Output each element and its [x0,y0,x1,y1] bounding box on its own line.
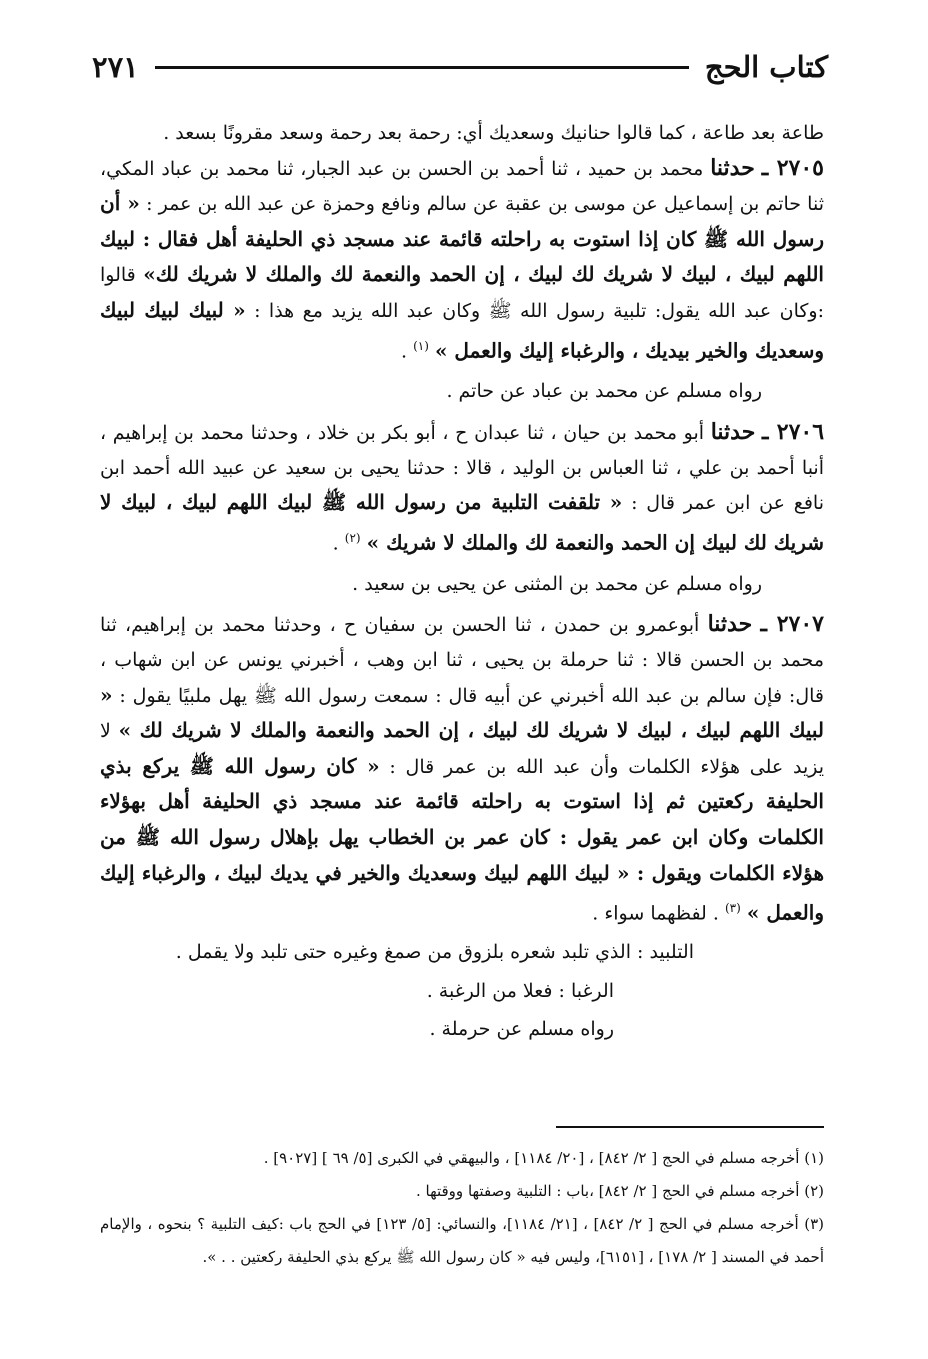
haddathana-label: حدثنا [710,154,755,181]
gloss-raghba: الرغبا : فعلا من الرغبة . [426,979,614,1002]
footnote-separator [556,1126,824,1128]
isnad-text: أبو محمد بن حيان ، ثنا عبدان ح ، أبو بكر بن خلاد ، وحدثنا محمد بن إبراهيم ، أنبا أحمد بن علي ، ثنا العباس بن الوليد ، قالا : حدثنا يحيى بن سعيد عن عبيد الله أحمد ابن نافع عن ابن عمر قال : [100,422,824,515]
book-title: كتاب الحج [704,50,828,84]
matn-text: « كان رسول الله ﷺ يركع بذي الحليفة ركعتين ثم إذا استوت به راحلته قائمة عند مسجد ذي الحليفة أهل بهؤلاء الكلمات وكان ابن عمر يقول : كان عمر بن الخطاب يهل بإهلال رسول الله ﷺ من هؤلاء الكلمات ويقول : « لبيك اللهم لبيك وسعديك والخير في يديك لبيك ، والرغباء إليك والعمل » [100,753,825,925]
haddathana-label: حدثنا [707,611,753,638]
matn-text: « أن رسول الله ﷺ كان إذا استوت به راحلته قائمة عند مسجد ذي الحليفة أهل فقال : لبيك اللهم لبيك ، لبيك لا شريك لك لبيك ، إن الحمد والنعمة لك والملك لا شريك لك» [100,191,824,287]
riwaya-line: رواه مسلم عن محمد بن عباد عن حاتم . [446,380,762,403]
hadith-number: ٢٧٠٧ ـ [760,611,824,638]
isnad-text: قالوا :وكان عبد الله يقول: تلبية رسول الله ﷺ وكان عبد الله يزيد مع هذا : [100,264,824,322]
hadith-number: ٢٧٠٥ ـ [761,154,824,181]
sentence-end: . [400,339,408,362]
hadith-number: ٢٧٠٦ ـ [762,419,825,446]
matn-text: « لبيك لبيك لبيك وسعديك والخير بيديك ، والرغباء إليك والعمل » [100,297,824,362]
riwaya-line: رواه مسلم عن محمد بن المثنى عن يحيى بن سعيد . [352,572,762,595]
intro-paragraph: طاعة بعد طاعة ، كما قالوا حنانيك وسعديك أي: رحمة بعد رحمة وسعد مقرونًا بسعد . [163,122,824,144]
footnote-2: (٢) أخرجه مسلم في الحج [ ٢/ ٨٤٢] ،باب : التلبية وصفتها ووقتها . [415,1182,824,1200]
main-text [100,116,824,1047]
matn-text: « لبيك اللهم لبيك ، لبيك لا شريك لك لبيك ، إن الحمد والنعمة والملك لا شريك لك » [100,682,824,743]
riwaya-line: رواه مسلم عن حرملة . [429,1018,614,1041]
page-number: ٢٧١ [92,50,139,84]
isnad-text: محمد بن حميد ، ثنا أحمد بن الحسن بن عبد الجبار، ثنا محمد بن عباد المكي، ثنا حاتم بن إسماعيل عن موسى بن عقبة عن سالم ونافع وحمزة عن عبد الله بن عمر : [100,157,824,216]
matn-text: « تلقفت التلبية من رسول الله ﷺ لبيك اللهم لبيك ، لبيك لا شريك لك لبيك إن الحمد والنعمة لك والملك لا شريك » [100,490,824,555]
gloss-talbid: التلبيد : الذي تلبد شعره بلزوق من صمغ وغيره حتى تلبد ولا يقمل . [175,941,694,964]
footnote-marker: (٣) [724,901,741,916]
footnote-1: (١) أخرجه مسلم في الحج [ ٢/ ٨٤٢] ، [٢٠/ ١١٨٤] ، والبيهقي في الكبرى [٥/ ٦٩ ] [٩٠٢٧] . [263,1149,824,1167]
isnad-text: أبوعمرو بن حمدن ، ثنا الحسن بن سفيان ح ، وحدثنا محمد بن إبراهيم، ثنا محمد بن الحسن قالا : ثنا حرملة بن يحيى ، ثنا ابن وهب ، أخبرني يونس عن ابن شهاب ، قال: فإن سالم بن عبد الله أخبرني عن أبيه قال : سمعت رسول الله ﷺ يهل ملبيًا يقول : [100,614,824,707]
page-header [92,42,828,92]
footnote-marker: (١) [413,338,429,353]
footnotes [100,1142,824,1274]
sentence-end: . لفظهما سواء . [592,902,719,925]
footnote-marker: (٢) [344,530,361,545]
hadith-2706 [100,415,824,561]
hadith-2705 [100,151,824,369]
isnad-text: لا يزيد على هؤلاء الكلمات وأن عبد الله بن عمر قال : [100,720,825,778]
haddathana-label: حدثنا [710,419,756,446]
hadith-2707 [100,607,824,931]
header-rule [155,66,689,69]
sentence-end: . [332,532,339,555]
footnote-3: (٣) أخرجه مسلم في الحج [ ٢/ ٨٤٢] ، [٢١/ ١١٨٤]، والنسائي: [٥/ ١٢٣] في الحج باب :كيف التلبية ؟ بنحوه ، والإمام أحمد في المسند [ ٢/ ١٧٨] ، [٦١٥١]، وليس فيه « كان رسول الله ﷺ يركع بذي الحليفة ركعتين . . ». [100,1215,824,1266]
